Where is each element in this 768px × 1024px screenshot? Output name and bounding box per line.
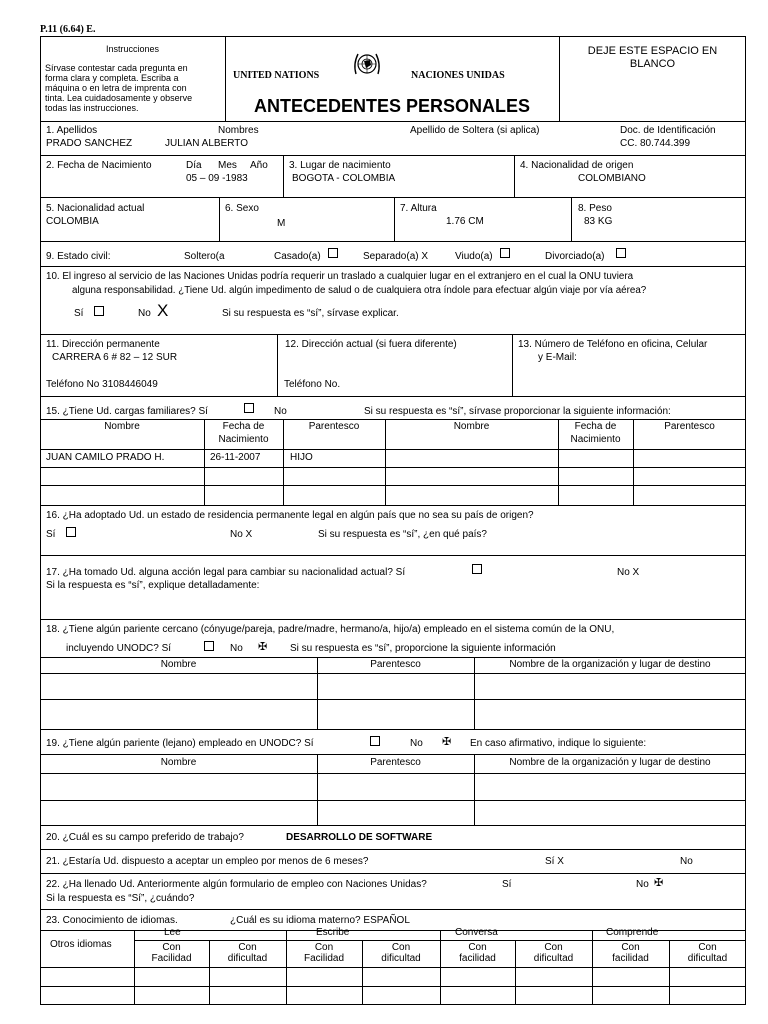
- soltero-option[interactable]: Soltero(a: [184, 251, 225, 262]
- q21-si[interactable]: Sí X: [545, 856, 564, 867]
- tel-oficina-label-2: y E-Mail:: [538, 352, 577, 363]
- doc-label: Doc. de Identificación: [620, 125, 716, 136]
- q15-si-checkbox[interactable]: [244, 403, 254, 413]
- q15-row1-nombre[interactable]: JUAN CAMILO PRADO H.: [46, 452, 165, 463]
- q19-no-mark-icon[interactable]: ✠: [442, 736, 452, 748]
- altura-label: 7. Altura: [400, 203, 437, 214]
- divorciado-checkbox[interactable]: [616, 248, 626, 258]
- q15-col-nombre: Nombre: [104, 421, 140, 432]
- q18-pariente-cercano: [40, 620, 746, 730]
- comprende-con-facilidad: Con: [621, 942, 640, 953]
- dir-actual-label: 12. Dirección actual (si fuera diferente): [285, 339, 457, 350]
- tel-oficina-label: 13. Número de Teléfono en oficina, Celular: [518, 339, 708, 350]
- q21-label: 21. ¿Estaría Ud. dispuesto a aceptar un empleo por menos de 6 meses?: [46, 856, 369, 867]
- dia-label: Día: [186, 160, 202, 171]
- q15-row1-fecha[interactable]: 26-11-2007: [210, 452, 261, 463]
- mes-label: Mes: [218, 160, 237, 171]
- q10-no-mark[interactable]: X: [157, 301, 169, 320]
- instructions-line-5: todas las instrucciones.: [45, 103, 139, 113]
- q19-label: 19. ¿Tiene algún pariente (lejano) empleado en UNODC? Sí: [46, 738, 314, 749]
- q17-follow: Si la respuesta es “sí”, explique detalladamente:: [46, 580, 260, 591]
- lee-con-dificultad: Con: [238, 942, 257, 953]
- org-name-en: UNITED NATIONS: [233, 70, 320, 81]
- q10-si-checkbox[interactable]: [94, 306, 104, 316]
- comprende-dificultad: dificultad: [687, 953, 728, 964]
- q15-col-parentesco: Parentesco: [308, 421, 360, 432]
- q10-no-label: No: [138, 308, 151, 319]
- apellidos-label: 1. Apellidos: [46, 125, 98, 136]
- q18-si-checkbox[interactable]: [204, 641, 214, 651]
- q23-lee: Lee: [164, 927, 181, 938]
- q15-col-nombre-2: Nombre: [453, 421, 490, 432]
- q22-no-label: No: [636, 879, 649, 890]
- q22-label: 22. ¿Ha llenado Ud. Anteriormente algún formulario de empleo con Naciones Unidas?: [46, 879, 427, 890]
- q19-col-org: Nombre de la organización y lugar de destino: [509, 757, 711, 768]
- q16-label: 16. ¿Ha adoptado Ud. un estado de residencia permanente legal en algún país que no sea su país de origen?: [46, 510, 534, 521]
- q15-col-fecha-b-2: Nacimiento: [570, 434, 621, 445]
- q17-no[interactable]: No X: [617, 567, 640, 578]
- page-title: ANTECEDENTES PERSONALES: [253, 96, 531, 116]
- q10-si-label: Sí: [74, 308, 84, 319]
- conversa-con-dificultad: Con: [544, 942, 563, 953]
- q15-info: Si su respuesta es “sí”, sírvase proporcionar la siguiente información:: [364, 406, 671, 417]
- q10-explain: Si su respuesta es “sí”, sírvase explicar.: [222, 308, 399, 319]
- nac-actual-label: 5. Nacionalidad actual: [46, 203, 145, 214]
- escribe-facilidad: Facilidad: [303, 953, 345, 964]
- q18-col-org: Nombre de la organización y lugar de destino: [509, 659, 711, 670]
- q16-no[interactable]: No X: [230, 529, 253, 540]
- fecha-value[interactable]: 05 – 09 -1983: [186, 173, 248, 184]
- comprende-facilidad: facilidad: [612, 953, 649, 964]
- q20-label: 20. ¿Cuál es su campo preferido de trabajo?: [46, 832, 244, 843]
- q19-follow: En caso afirmativo, indique lo siguiente:: [470, 738, 647, 749]
- q18-col-nombre: Nombre: [160, 659, 197, 670]
- tel-actual-label: Teléfono No.: [284, 379, 341, 390]
- escribe-dificultad: dificultad: [381, 953, 421, 964]
- casado-option[interactable]: Casado(a): [274, 251, 321, 262]
- instructions-title: Instrucciones: [105, 44, 160, 54]
- q18-line-2: incluyendo UNODC? Sí: [66, 643, 172, 654]
- q19-no-label: No: [410, 738, 423, 749]
- q15-col-parentesco-2: Parentesco: [664, 421, 715, 432]
- telefono-value[interactable]: Teléfono No 3108446049: [46, 379, 158, 390]
- soltera-label: Apellido de Soltera (si aplica): [410, 125, 540, 136]
- q18-follow: Si su respuesta es “sí”, proporcione la siguiente información: [290, 643, 556, 654]
- form-code: P.11 (6.64) E.: [40, 24, 96, 35]
- q10-line-1: 10. El ingreso al servicio de las Naciones Unidas podría requerir un traslado a cualquier lugar en el extranjero en el cual la ONU tuviera: [46, 271, 634, 282]
- fecha-label: 2. Fecha de Nacimiento: [46, 160, 152, 171]
- q15-col-fecha-b: Fecha de: [574, 421, 617, 432]
- instructions-line-3: máquina o en letra de imprenta con: [45, 83, 187, 93]
- nombres-value[interactable]: JULIAN ALBERTO: [165, 138, 248, 149]
- nac-origen-label: 4. Nacionalidad de origen: [520, 160, 634, 171]
- q22-si[interactable]: Sí: [502, 879, 512, 890]
- instructions-line-4: tinta. Lea cuidadosamente y observe: [45, 93, 193, 103]
- q15-label: 15. ¿Tiene Ud. cargas familiares? Sí: [46, 406, 208, 417]
- blank-space-label-2: BLANCO: [629, 58, 676, 70]
- separado-option[interactable]: Separado(a) X: [363, 251, 429, 262]
- q18-no-label: No: [230, 643, 243, 654]
- q16-si-label: Sí: [46, 529, 56, 540]
- instructions-line-2: forma clara y completa. Escriba a: [45, 73, 179, 83]
- q15-col-fecha-2: Nacimiento: [218, 434, 269, 445]
- viudo-option[interactable]: Viudo(a): [455, 251, 493, 262]
- blank-space-label: DEJE ESTE ESPACIO EN: [587, 45, 718, 57]
- dir-perm-value[interactable]: CARRERA 6 # 82 – 12 SUR: [52, 352, 178, 363]
- q18-line-1: 18. ¿Tiene algún pariente cercano (cónyuge/pareja, padre/madre, hermano/a, hijo/a) empleado en el sistema común de la ONU,: [46, 624, 615, 635]
- instructions-line-1: Sírvase contestar cada pregunta en: [45, 63, 188, 73]
- q23-materno: ¿Cuál es su idioma materno? ESPAÑOL: [230, 915, 410, 926]
- divorciado-option[interactable]: Divorciado(a): [545, 251, 605, 262]
- lee-facilidad: Facilidad: [151, 953, 192, 964]
- sexo-label: 6. Sexo: [225, 203, 259, 214]
- viudo-checkbox[interactable]: [500, 248, 510, 258]
- q15-row1-parentesco[interactable]: HIJO: [290, 452, 313, 463]
- lee-dificultad: dificultad: [227, 953, 268, 964]
- q18-col-parentesco: Parentesco: [370, 659, 421, 670]
- q23-label: 23. Conocimiento de idiomas.: [46, 915, 178, 926]
- q17-label: 17. ¿Ha tomado Ud. alguna acción legal para cambiar su nacionalidad actual? Sí: [46, 567, 406, 578]
- conversa-facilidad: facilidad: [459, 953, 496, 964]
- q15-no-label: No: [274, 406, 287, 417]
- q19-si-checkbox[interactable]: [370, 736, 380, 746]
- dir-perm-label: 11. Dirección permanente: [46, 339, 160, 350]
- un-emblem-icon: [350, 48, 384, 82]
- nombres-label: Nombres: [218, 125, 259, 136]
- q22-no-mark-icon[interactable]: ✠: [654, 877, 664, 889]
- q15-col-fecha: Fecha de: [222, 421, 265, 432]
- q23-otros: Otros idiomas: [50, 939, 112, 950]
- escribe-con-dificultad: Con: [391, 942, 411, 953]
- conversa-con-facilidad: Con: [468, 942, 487, 953]
- lugar-label: 3. Lugar de nacimiento: [289, 160, 391, 171]
- conversa-dificultad: dificultad: [533, 953, 574, 964]
- escribe-con-facilidad: Con: [314, 942, 334, 953]
- lee-con-facilidad: Con: [162, 942, 181, 953]
- lugar-value[interactable]: BOGOTA - COLOMBIA: [292, 173, 396, 184]
- altura-value[interactable]: 1.76 CM: [446, 216, 484, 227]
- anio-label: Año: [250, 160, 268, 171]
- q19-col-parentesco: Parentesco: [370, 757, 421, 768]
- q16-follow: Si su respuesta es “sí”, ¿en qué país?: [318, 529, 487, 540]
- peso-label: 8. Peso: [578, 203, 612, 214]
- q23-comprende: Comprende: [606, 927, 659, 938]
- q23-conversa: Conversa: [455, 927, 498, 938]
- q19-col-nombre: Nombre: [160, 757, 197, 768]
- q20-value[interactable]: DESARROLLO DE SOFTWARE: [286, 832, 433, 843]
- apellidos-value[interactable]: PRADO SANCHEZ: [46, 138, 133, 149]
- estado-label: 9. Estado civil:: [46, 251, 111, 262]
- sexo-value[interactable]: M: [277, 218, 286, 229]
- nac-actual-value[interactable]: COLOMBIA: [46, 216, 99, 227]
- q16-si-checkbox[interactable]: [66, 527, 76, 537]
- q17-si-checkbox[interactable]: [472, 564, 482, 574]
- q22-follow: Si la respuesta es “Sí”, ¿cuándo?: [46, 893, 195, 904]
- org-name-es: NACIONES UNIDAS: [411, 70, 505, 81]
- q10-line-2: alguna responsabilidad. ¿Tiene Ud. algún impedimento de salud o de cualquiera otra índole para efectuar algún viaje por vía aérea?: [72, 285, 647, 296]
- peso-value[interactable]: 83 KG: [584, 216, 613, 227]
- nac-origen-value[interactable]: COLOMBIANO: [578, 173, 646, 184]
- comprende-con-dificultad: Con: [698, 942, 717, 953]
- q21-no[interactable]: No: [680, 856, 693, 867]
- casado-checkbox[interactable]: [328, 248, 338, 258]
- row-fisico: [40, 198, 746, 242]
- q23-escribe: Escribe: [316, 927, 350, 938]
- q18-no-mark-icon[interactable]: ✠: [258, 641, 268, 653]
- doc-value[interactable]: CC. 80.744.399: [620, 138, 691, 149]
